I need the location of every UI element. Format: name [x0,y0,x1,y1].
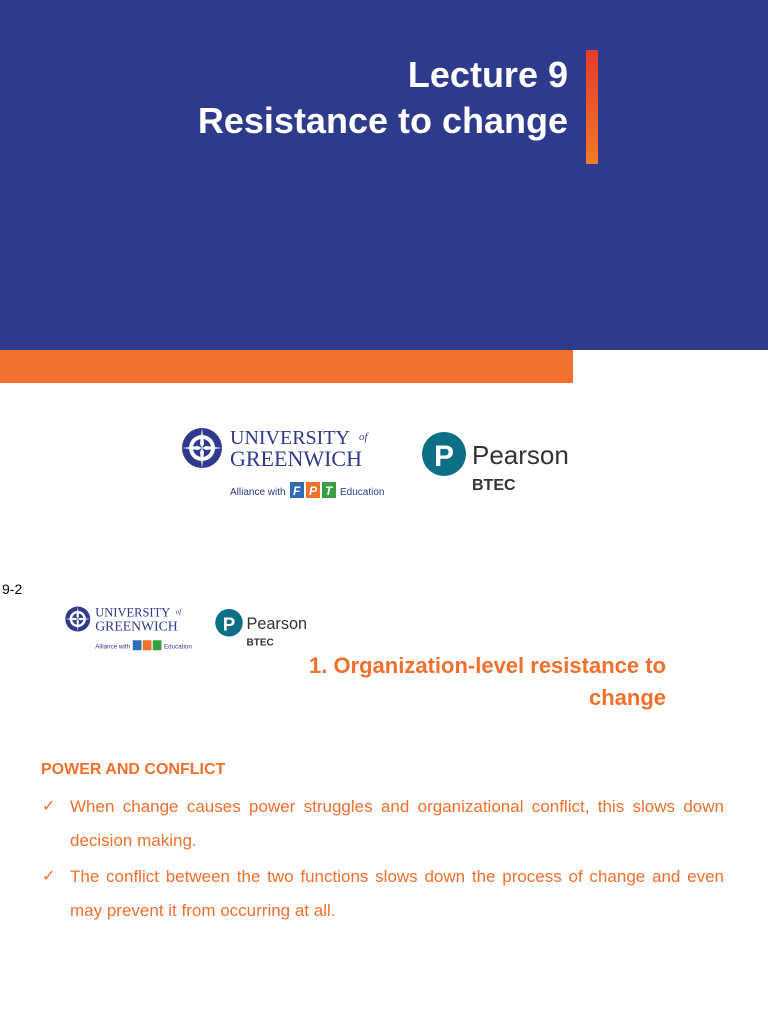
btec-label: BTEC [246,637,274,649]
bullet-list [40,790,724,930]
education-label: Education [340,487,385,498]
list-item [40,790,724,858]
svg-text:P: P [222,613,236,635]
partner-logos [180,424,580,504]
slide-number: 9-2 [2,581,23,597]
alliance-label: Alliance with [230,487,286,498]
pearson-label: Pearson [246,615,308,633]
btec-label: BTEC [472,477,516,494]
bullet-text: When change causes power struggles and organizational conflict, this slows down decision making. [70,797,724,850]
university-of-label: of [359,431,368,443]
svg-text:P: P [309,484,318,498]
list-item [40,860,724,928]
bullet-text: The conflict between the two functions slows down the process of change and even may prevent it from occurring at all. [70,867,724,920]
greenwich-crest-icon [65,607,90,632]
checkmark-icon: ✓ [42,798,56,815]
svg-text:F: F [293,484,301,498]
university-of-label: of [175,609,182,616]
svg-text:T: T [325,484,333,498]
title-banner [0,0,768,350]
partner-logos-small [64,604,314,654]
title-accent-bar [586,50,598,164]
greenwich-label: GREENWICH [95,618,178,634]
fpt-logo-icon [290,482,336,498]
lecture-title [28,52,568,144]
alliance-label: Alliance with [95,643,130,651]
pearson-label: Pearson [472,440,569,470]
section-title [146,650,666,714]
greenwich-label: GREENWICH [230,446,362,471]
orange-band [0,350,573,383]
lecture-number: Lecture 9 [407,54,568,95]
greenwich-crest-icon [182,428,222,468]
pearson-p-icon [215,609,243,637]
fpt-logo-icon [133,640,162,650]
section-title-line2: change [588,685,666,710]
university-label: UNIVERSITY [95,605,171,620]
education-label: Education [164,643,192,651]
pearson-p-icon [422,432,466,476]
section-heading: POWER AND CONFLICT [41,761,226,778]
section-title-line1: 1. Organization-level resistance to [308,653,666,678]
lecture-topic: Resistance to change [197,100,568,141]
svg-text:P: P [434,440,455,473]
university-label: UNIVERSITY [230,427,350,449]
checkmark-icon: ✓ [42,868,56,885]
